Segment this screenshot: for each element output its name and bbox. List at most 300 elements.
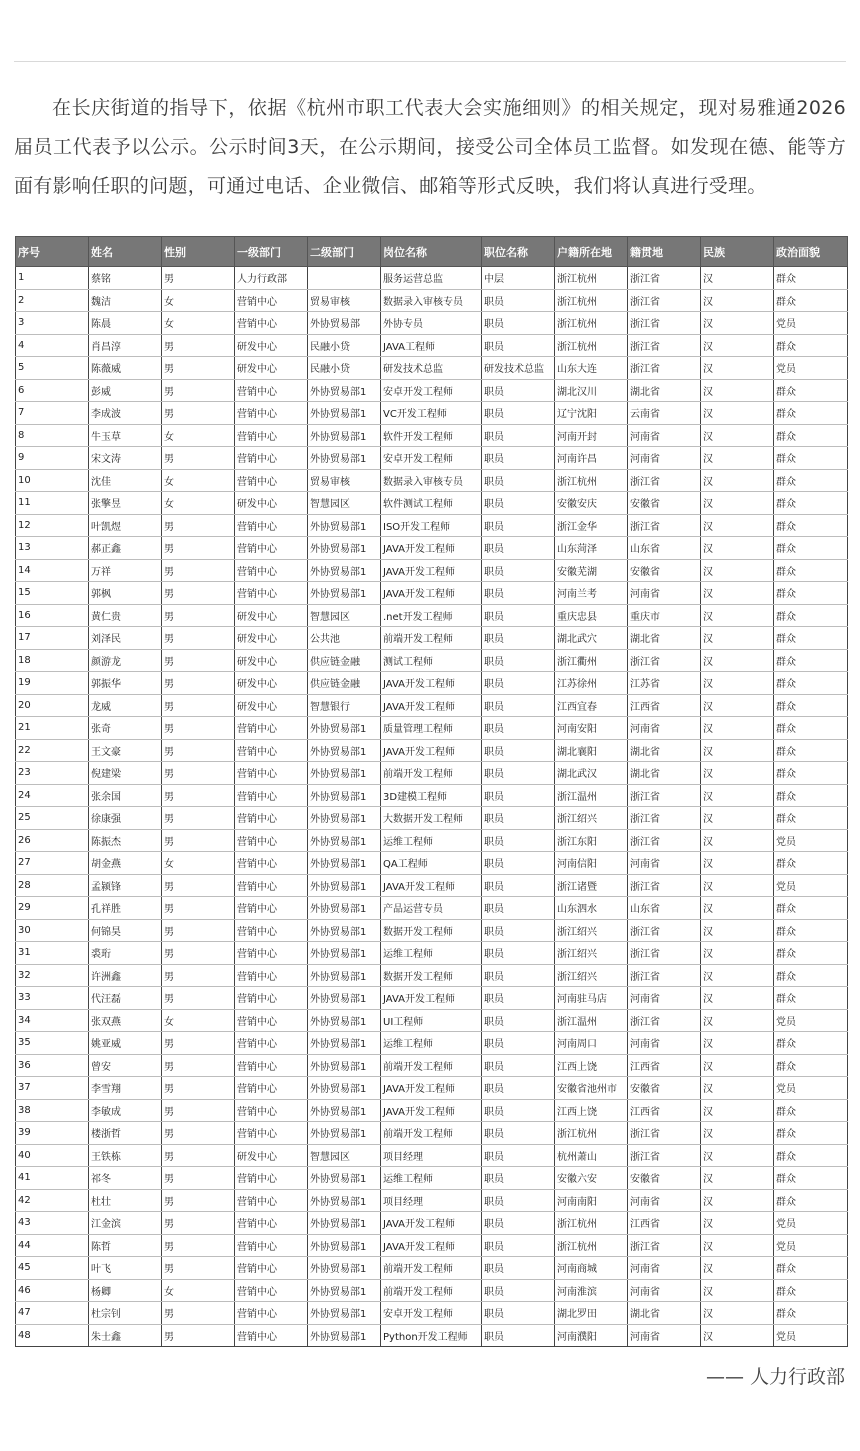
- cell-dept2: 外协贸易部1: [308, 402, 381, 425]
- cell-title: 职员: [482, 1324, 555, 1347]
- cell-political: 群众: [774, 402, 848, 425]
- cell-dept2: 外协贸易部1: [308, 942, 381, 965]
- cell-dept2: 外协贸易部1: [308, 1212, 381, 1235]
- announcement-paragraph: 在长庆街道的指导下，依据《杭州市职工代表大会实施细则》的相关规定，现对易雅通2026届员工代表予以公示。公示时间3天，在公示期间，接受公司全体员工监督。如发现在德、能等方面有影响任职的问题，可通过电话、企业微信、邮箱等形式反映，我们将认真进行受理。: [14, 97, 846, 197]
- cell-position: 项目经理: [381, 1189, 482, 1212]
- cell-dept2: 外协贸易部1: [308, 537, 381, 560]
- col-header-position: 岗位名称: [381, 237, 482, 267]
- cell-index: 47: [16, 1302, 89, 1325]
- cell-gender: 男: [162, 402, 235, 425]
- cell-origin: 河南省: [628, 1032, 701, 1055]
- cell-name: 沈佳: [89, 469, 162, 492]
- cell-name: 李成波: [89, 402, 162, 425]
- cell-ethnicity: 汉: [701, 807, 774, 830]
- cell-origin: 浙江省: [628, 514, 701, 537]
- cell-gender: 男: [162, 807, 235, 830]
- cell-gender: 男: [162, 1234, 235, 1257]
- cell-origin: 湖北省: [628, 739, 701, 762]
- cell-political: 群众: [774, 1122, 848, 1145]
- cell-dept2: 外协贸易部1: [308, 514, 381, 537]
- cell-household: 山东菏泽: [555, 537, 628, 560]
- cell-political: 群众: [774, 582, 848, 605]
- cell-gender: 女: [162, 424, 235, 447]
- cell-origin: 湖北省: [628, 379, 701, 402]
- cell-dept2: 民融小贷: [308, 357, 381, 380]
- cell-origin: 浙江省: [628, 942, 701, 965]
- cell-dept2: 外协贸易部1: [308, 717, 381, 740]
- cell-dept1: 营销中心: [235, 1257, 308, 1280]
- cell-index: 16: [16, 604, 89, 627]
- table-row: [16, 672, 848, 695]
- cell-ethnicity: 汉: [701, 649, 774, 672]
- cell-title: 职员: [482, 672, 555, 695]
- cell-ethnicity: 汉: [701, 717, 774, 740]
- cell-ethnicity: 汉: [701, 919, 774, 942]
- cell-position: 软件测试工程师: [381, 492, 482, 515]
- cell-gender: 男: [162, 1302, 235, 1325]
- cell-dept2: 外协贸易部1: [308, 987, 381, 1010]
- cell-dept2: 供应链金融: [308, 672, 381, 695]
- cell-dept2: 外协贸易部1: [308, 919, 381, 942]
- cell-index: 14: [16, 559, 89, 582]
- top-divider: [14, 61, 846, 62]
- cell-title: 职员: [482, 447, 555, 470]
- cell-gender: 女: [162, 289, 235, 312]
- cell-dept1: 营销中心: [235, 379, 308, 402]
- cell-political: 群众: [774, 289, 848, 312]
- cell-index: 33: [16, 987, 89, 1010]
- cell-title: 职员: [482, 1234, 555, 1257]
- cell-political: 党员: [774, 312, 848, 335]
- cell-gender: 女: [162, 469, 235, 492]
- cell-dept2: 外协贸易部1: [308, 582, 381, 605]
- cell-name: 杜壮: [89, 1189, 162, 1212]
- cell-gender: 男: [162, 762, 235, 785]
- cell-dept2: 外协贸易部1: [308, 964, 381, 987]
- cell-position: 项目经理: [381, 1144, 482, 1167]
- cell-household: 河南南阳: [555, 1189, 628, 1212]
- cell-origin: 湖北省: [628, 627, 701, 650]
- cell-title: 职员: [482, 829, 555, 852]
- cell-dept1: 营销中心: [235, 424, 308, 447]
- cell-index: 37: [16, 1077, 89, 1100]
- cell-gender: 女: [162, 492, 235, 515]
- cell-household: 浙江杭州: [555, 334, 628, 357]
- cell-position: JAVA开发工程师: [381, 1234, 482, 1257]
- table-row: [16, 469, 848, 492]
- cell-gender: 男: [162, 942, 235, 965]
- cell-position: 前端开发工程师: [381, 762, 482, 785]
- cell-household: 山东大连: [555, 357, 628, 380]
- col-header-political: 政治面貌: [774, 237, 848, 267]
- cell-name: 黄仁贵: [89, 604, 162, 627]
- cell-origin: 河南省: [628, 1257, 701, 1280]
- cell-name: 张擎昱: [89, 492, 162, 515]
- cell-origin: 河南省: [628, 852, 701, 875]
- cell-dept2: 外协贸易部1: [308, 1324, 381, 1347]
- cell-name: 彭威: [89, 379, 162, 402]
- cell-position: JAVA开发工程师: [381, 1099, 482, 1122]
- cell-dept1: 营销中心: [235, 717, 308, 740]
- cell-household: 浙江温州: [555, 784, 628, 807]
- cell-position: 测试工程师: [381, 649, 482, 672]
- cell-origin: 山东省: [628, 537, 701, 560]
- cell-ethnicity: 汉: [701, 672, 774, 695]
- cell-household: 浙江绍兴: [555, 807, 628, 830]
- cell-household: 浙江绍兴: [555, 942, 628, 965]
- cell-political: 群众: [774, 1099, 848, 1122]
- cell-index: 7: [16, 402, 89, 425]
- cell-dept2: 外协贸易部1: [308, 784, 381, 807]
- cell-household: 江西上饶: [555, 1099, 628, 1122]
- cell-political: 群众: [774, 964, 848, 987]
- cell-name: 孟颍锋: [89, 874, 162, 897]
- cell-index: 48: [16, 1324, 89, 1347]
- cell-title: 职员: [482, 1054, 555, 1077]
- cell-index: 11: [16, 492, 89, 515]
- cell-household: 河南濮阳: [555, 1324, 628, 1347]
- cell-position: 数据录入审核专员: [381, 289, 482, 312]
- cell-dept2: 外协贸易部1: [308, 447, 381, 470]
- cell-gender: 男: [162, 582, 235, 605]
- cell-household: 浙江绍兴: [555, 964, 628, 987]
- table-row: [16, 874, 848, 897]
- cell-gender: 男: [162, 267, 235, 290]
- cell-political: 群众: [774, 1054, 848, 1077]
- cell-gender: 男: [162, 739, 235, 762]
- cell-dept1: 营销中心: [235, 874, 308, 897]
- cell-index: 18: [16, 649, 89, 672]
- cell-title: 职员: [482, 604, 555, 627]
- cell-origin: 江苏省: [628, 672, 701, 695]
- cell-gender: 男: [162, 649, 235, 672]
- cell-index: 3: [16, 312, 89, 335]
- cell-household: 浙江诸暨: [555, 874, 628, 897]
- table-row: [16, 1257, 848, 1280]
- cell-name: 姚亚威: [89, 1032, 162, 1055]
- cell-origin: 浙江省: [628, 469, 701, 492]
- cell-title: 职员: [482, 1077, 555, 1100]
- cell-name: 朱士鑫: [89, 1324, 162, 1347]
- cell-position: 前端开发工程师: [381, 1279, 482, 1302]
- cell-political: 群众: [774, 267, 848, 290]
- col-header-household: 户籍所在地: [555, 237, 628, 267]
- cell-ethnicity: 汉: [701, 289, 774, 312]
- cell-name: 陈薇威: [89, 357, 162, 380]
- cell-dept1: 研发中心: [235, 334, 308, 357]
- cell-title: 职员: [482, 627, 555, 650]
- cell-dept1: 营销中心: [235, 897, 308, 920]
- cell-position: 软件开发工程师: [381, 424, 482, 447]
- cell-origin: 河南省: [628, 717, 701, 740]
- cell-dept1: 营销中心: [235, 1212, 308, 1235]
- cell-ethnicity: 汉: [701, 1144, 774, 1167]
- cell-political: 群众: [774, 424, 848, 447]
- cell-household: 湖北襄阳: [555, 739, 628, 762]
- cell-dept2: 智慧园区: [308, 604, 381, 627]
- cell-index: 9: [16, 447, 89, 470]
- cell-political: 群众: [774, 717, 848, 740]
- cell-title: 职员: [482, 1009, 555, 1032]
- table-row: [16, 447, 848, 470]
- cell-dept1: 研发中心: [235, 649, 308, 672]
- col-header-dept2: 二级部门: [308, 237, 381, 267]
- cell-gender: 男: [162, 514, 235, 537]
- cell-name: 陈振杰: [89, 829, 162, 852]
- cell-political: 群众: [774, 919, 848, 942]
- table-row: [16, 267, 848, 290]
- cell-dept2: 外协贸易部: [308, 312, 381, 335]
- table-row: [16, 1324, 848, 1347]
- cell-dept1: 营销中心: [235, 1279, 308, 1302]
- table-row: [16, 649, 848, 672]
- cell-origin: 河南省: [628, 1279, 701, 1302]
- cell-position: 安卓开发工程师: [381, 379, 482, 402]
- cell-title: 职员: [482, 1144, 555, 1167]
- cell-political: 党员: [774, 1212, 848, 1235]
- cell-dept2: 外协贸易部1: [308, 852, 381, 875]
- cell-ethnicity: 汉: [701, 942, 774, 965]
- cell-origin: 浙江省: [628, 357, 701, 380]
- cell-name: 陈晨: [89, 312, 162, 335]
- cell-index: 1: [16, 267, 89, 290]
- cell-dept1: 营销中心: [235, 1302, 308, 1325]
- table-row: [16, 942, 848, 965]
- representatives-table: [15, 236, 848, 1347]
- table-row: [16, 1189, 848, 1212]
- cell-index: 15: [16, 582, 89, 605]
- cell-political: 群众: [774, 514, 848, 537]
- cell-index: 38: [16, 1099, 89, 1122]
- cell-gender: 男: [162, 897, 235, 920]
- cell-political: 党员: [774, 874, 848, 897]
- cell-household: 辽宁沈阳: [555, 402, 628, 425]
- cell-title: 职员: [482, 1189, 555, 1212]
- cell-household: 河南淮滨: [555, 1279, 628, 1302]
- cell-index: 5: [16, 357, 89, 380]
- col-header-ethnicity: 民族: [701, 237, 774, 267]
- table-row: [16, 1077, 848, 1100]
- cell-dept2: 外协贸易部1: [308, 1302, 381, 1325]
- cell-household: 湖北汉川: [555, 379, 628, 402]
- cell-origin: 安徽省: [628, 559, 701, 582]
- cell-title: 职员: [482, 874, 555, 897]
- cell-household: 河南开封: [555, 424, 628, 447]
- cell-ethnicity: 汉: [701, 559, 774, 582]
- cell-title: 职员: [482, 964, 555, 987]
- cell-dept1: 营销中心: [235, 469, 308, 492]
- cell-position: 外协专员: [381, 312, 482, 335]
- table-body: [16, 267, 848, 1347]
- cell-household: 河南安阳: [555, 717, 628, 740]
- cell-origin: 安徽省: [628, 1077, 701, 1100]
- cell-name: 曾安: [89, 1054, 162, 1077]
- cell-title: 职员: [482, 289, 555, 312]
- cell-position: 前端开发工程师: [381, 1054, 482, 1077]
- table-row: [16, 402, 848, 425]
- cell-ethnicity: 汉: [701, 1122, 774, 1145]
- cell-dept1: 营销中心: [235, 1122, 308, 1145]
- cell-name: 颜游龙: [89, 649, 162, 672]
- cell-dept2: 外协贸易部1: [308, 1099, 381, 1122]
- cell-gender: 男: [162, 672, 235, 695]
- cell-index: 10: [16, 469, 89, 492]
- cell-gender: 男: [162, 874, 235, 897]
- cell-title: 中层: [482, 267, 555, 290]
- cell-gender: 男: [162, 357, 235, 380]
- cell-position: 运维工程师: [381, 829, 482, 852]
- cell-position: JAVA工程师: [381, 334, 482, 357]
- cell-ethnicity: 汉: [701, 874, 774, 897]
- cell-origin: 重庆市: [628, 604, 701, 627]
- cell-dept2: 智慧园区: [308, 1144, 381, 1167]
- cell-household: 安徽安庆: [555, 492, 628, 515]
- cell-ethnicity: 汉: [701, 852, 774, 875]
- cell-gender: 女: [162, 852, 235, 875]
- cell-name: 代汪磊: [89, 987, 162, 1010]
- cell-ethnicity: 汉: [701, 964, 774, 987]
- cell-title: 职员: [482, 1032, 555, 1055]
- cell-index: 24: [16, 784, 89, 807]
- cell-name: 徐康强: [89, 807, 162, 830]
- cell-index: 46: [16, 1279, 89, 1302]
- cell-gender: 女: [162, 1009, 235, 1032]
- cell-political: 群众: [774, 379, 848, 402]
- cell-position: JAVA开发工程师: [381, 672, 482, 695]
- table-row: [16, 424, 848, 447]
- cell-gender: 男: [162, 1077, 235, 1100]
- table-row: [16, 514, 848, 537]
- cell-position: JAVA开发工程师: [381, 874, 482, 897]
- cell-index: 25: [16, 807, 89, 830]
- table-row: [16, 852, 848, 875]
- cell-household: 浙江温州: [555, 1009, 628, 1032]
- cell-index: 31: [16, 942, 89, 965]
- cell-name: 张余国: [89, 784, 162, 807]
- cell-title: 职员: [482, 559, 555, 582]
- cell-ethnicity: 汉: [701, 762, 774, 785]
- cell-ethnicity: 汉: [701, 492, 774, 515]
- col-header-gender: 性别: [162, 237, 235, 267]
- cell-household: 河南商城: [555, 1257, 628, 1280]
- cell-dept2: 外协贸易部1: [308, 1054, 381, 1077]
- cell-position: 数据开发工程师: [381, 919, 482, 942]
- cell-position: JAVA开发工程师: [381, 559, 482, 582]
- signature: —— 人力行政部: [705, 1366, 845, 1388]
- cell-household: 河南信阳: [555, 852, 628, 875]
- cell-dept1: 营销中心: [235, 762, 308, 785]
- cell-name: 李雪翔: [89, 1077, 162, 1100]
- cell-position: JAVA开发工程师: [381, 1212, 482, 1235]
- cell-position: JAVA开发工程师: [381, 694, 482, 717]
- cell-gender: 男: [162, 1167, 235, 1190]
- cell-position: 前端开发工程师: [381, 1257, 482, 1280]
- cell-household: 浙江杭州: [555, 1234, 628, 1257]
- cell-name: 宋文涛: [89, 447, 162, 470]
- cell-political: 党员: [774, 829, 848, 852]
- cell-index: 44: [16, 1234, 89, 1257]
- cell-dept2: 外协贸易部1: [308, 829, 381, 852]
- cell-ethnicity: 汉: [701, 514, 774, 537]
- cell-dept1: 营销中心: [235, 942, 308, 965]
- cell-gender: 男: [162, 1212, 235, 1235]
- cell-dept2: 外协贸易部1: [308, 1009, 381, 1032]
- cell-dept2: 智慧园区: [308, 492, 381, 515]
- cell-political: 群众: [774, 987, 848, 1010]
- cell-origin: 浙江省: [628, 1009, 701, 1032]
- cell-dept2: 供应链金融: [308, 649, 381, 672]
- cell-gender: 男: [162, 1144, 235, 1167]
- cell-index: 36: [16, 1054, 89, 1077]
- cell-index: 42: [16, 1189, 89, 1212]
- cell-political: 群众: [774, 1167, 848, 1190]
- cell-gender: 男: [162, 1032, 235, 1055]
- cell-name: 郭振华: [89, 672, 162, 695]
- cell-dept1: 营销中心: [235, 807, 308, 830]
- cell-dept2: 外协贸易部1: [308, 1279, 381, 1302]
- table-row: [16, 334, 848, 357]
- cell-origin: 浙江省: [628, 829, 701, 852]
- cell-position: JAVA开发工程师: [381, 582, 482, 605]
- cell-origin: 山东省: [628, 897, 701, 920]
- cell-origin: 河南省: [628, 987, 701, 1010]
- cell-origin: 河南省: [628, 1189, 701, 1212]
- cell-household: 河南驻马店: [555, 987, 628, 1010]
- cell-name: 肖昌淳: [89, 334, 162, 357]
- cell-origin: 河南省: [628, 447, 701, 470]
- cell-name: 裘珩: [89, 942, 162, 965]
- table-row: [16, 537, 848, 560]
- cell-household: 浙江杭州: [555, 1122, 628, 1145]
- cell-political: 群众: [774, 627, 848, 650]
- cell-index: 23: [16, 762, 89, 785]
- cell-gender: 男: [162, 987, 235, 1010]
- table-row: [16, 1167, 848, 1190]
- cell-origin: 安徽省: [628, 492, 701, 515]
- cell-dept1: 研发中心: [235, 694, 308, 717]
- cell-household: 河南周口: [555, 1032, 628, 1055]
- table-row: [16, 1099, 848, 1122]
- cell-political: 群众: [774, 762, 848, 785]
- cell-index: 8: [16, 424, 89, 447]
- cell-ethnicity: 汉: [701, 312, 774, 335]
- cell-name: 王文豪: [89, 739, 162, 762]
- cell-dept1: 营销中心: [235, 289, 308, 312]
- cell-index: 39: [16, 1122, 89, 1145]
- cell-gender: 男: [162, 964, 235, 987]
- table-row: [16, 1144, 848, 1167]
- cell-dept1: 营销中心: [235, 1054, 308, 1077]
- cell-political: 党员: [774, 1324, 848, 1347]
- cell-index: 20: [16, 694, 89, 717]
- cell-household: 安徽六安: [555, 1167, 628, 1190]
- table-row: [16, 829, 848, 852]
- cell-title: 职员: [482, 492, 555, 515]
- cell-index: 21: [16, 717, 89, 740]
- cell-dept1: 人力行政部: [235, 267, 308, 290]
- cell-dept1: 研发中心: [235, 627, 308, 650]
- cell-gender: 男: [162, 784, 235, 807]
- cell-title: 职员: [482, 852, 555, 875]
- table-row: [16, 807, 848, 830]
- cell-dept1: 营销中心: [235, 402, 308, 425]
- cell-ethnicity: 汉: [701, 739, 774, 762]
- cell-household: 浙江金华: [555, 514, 628, 537]
- cell-political: 群众: [774, 807, 848, 830]
- cell-dept2: 贸易审核: [308, 289, 381, 312]
- cell-dept2: 外协贸易部1: [308, 424, 381, 447]
- cell-political: 群众: [774, 739, 848, 762]
